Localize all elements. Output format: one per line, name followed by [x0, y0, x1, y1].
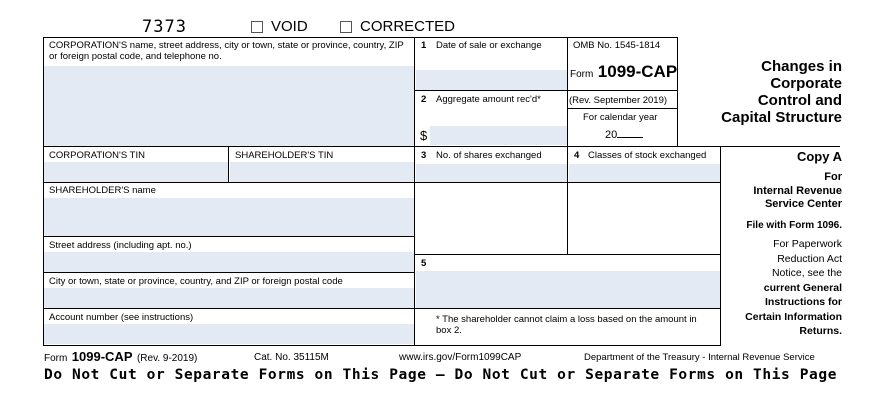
form-id: [570, 62, 677, 82]
corp-tin-label: CORPORATION'S TIN: [49, 150, 145, 161]
box5-number: 5: [421, 258, 427, 269]
account-number-label: Account number (see instructions): [49, 312, 194, 323]
box1-label: Date of sale or exchange: [436, 40, 542, 51]
box3-label: No. of shares exchanged: [436, 150, 542, 161]
stock-classes-field[interactable]: [569, 164, 720, 182]
street-address-field[interactable]: [44, 252, 414, 272]
omb-number: OMB No. 1545-1814: [573, 40, 661, 51]
form-url: www.irs.gov/Form1099CAP: [399, 352, 522, 363]
form-code: 7373: [142, 17, 187, 37]
corp-tin-field[interactable]: [44, 162, 228, 182]
box2-number: 2: [421, 94, 427, 105]
notice-line-1: For Paperwork: [773, 238, 842, 250]
account-number-field[interactable]: [44, 324, 414, 344]
calendar-year: [605, 127, 643, 141]
box4-number: 4: [574, 150, 580, 161]
calendar-year-label: For calendar year: [583, 112, 658, 123]
paperwork-notice: [722, 237, 842, 339]
corp-name-field[interactable]: [44, 66, 414, 146]
catalog-number: Cat. No. 35115M: [254, 352, 329, 363]
title-line-3: Control and: [757, 92, 842, 109]
notice-line-2: Reduction Act: [777, 252, 842, 265]
year-prefix: 20: [605, 129, 618, 141]
file-with-form: File with Form 1096.: [746, 220, 842, 231]
shareholder-name-field[interactable]: [44, 198, 414, 236]
footer-form-prefix: Form: [44, 353, 68, 364]
footer-revision: (Rev. 9-2019): [136, 353, 198, 364]
title-line-2: Corporate: [770, 75, 842, 92]
form-title: [680, 58, 842, 126]
notice-line-6: Certain Information: [745, 310, 842, 323]
corrected-label: CORRECTED: [360, 18, 456, 35]
copy-irs-1: Internal Revenue: [753, 184, 842, 197]
copy-for: For: [824, 171, 842, 183]
box4-label: Classes of stock exchanged: [588, 150, 707, 161]
street-address-label: Street address (including apt. no.): [49, 240, 192, 251]
box1-number: 1: [421, 40, 427, 51]
city-field[interactable]: [44, 288, 414, 308]
notice-line-7: Returns.: [799, 325, 842, 337]
form-name: 1099-CAP: [597, 62, 678, 81]
title-line-4: Capital Structure: [721, 109, 842, 126]
box2-footnote: * The shareholder cannot claim a loss based on the amount in box 2.: [436, 314, 697, 336]
copy-irs-2: Service Center: [764, 198, 842, 210]
form-prefix: Form: [570, 69, 594, 80]
notice-line-4: current General: [763, 281, 842, 294]
aggregate-amount-field[interactable]: [430, 126, 567, 145]
shareholder-name-label: SHAREHOLDER'S name: [49, 185, 156, 196]
notice-line-3: Notice, see the: [771, 267, 842, 279]
corp-name-label: CORPORATION'S name, street address, city or town, state or province, country, ZIP or foreign postal code, and telephone no.: [49, 40, 404, 62]
title-line-1: Changes in: [761, 58, 842, 75]
city-label: City or town, state or province, country, and ZIP or foreign postal code: [49, 276, 343, 287]
date-of-sale-field[interactable]: [416, 70, 567, 90]
department: Department of the Treasury - Internal Revenue Service: [584, 352, 815, 363]
shares-exchanged-field[interactable]: [416, 164, 567, 182]
shareholder-tin-label: SHAREHOLDER'S TIN: [235, 150, 334, 161]
copy-title: Copy A: [796, 149, 842, 164]
revision-date: (Rev. September 2019): [569, 95, 668, 106]
box2-label: Aggregate amount rec'd*: [436, 94, 541, 105]
footer-form-name: 1099-CAP: [71, 349, 133, 364]
void-label: VOID: [271, 18, 308, 35]
footer-form-id: [44, 348, 197, 366]
void-checkbox[interactable]: [251, 21, 263, 33]
box2-dollar-sign: $: [420, 128, 428, 143]
notice-line-5: Instructions for: [764, 296, 842, 308]
corrected-checkbox[interactable]: [340, 21, 352, 33]
copy-recipient: [724, 171, 842, 212]
box3-number: 3: [421, 150, 427, 161]
do-not-cut-notice: Do Not Cut or Separate Forms on This Page — Do Not Cut or Separate Forms on This Page: [44, 367, 838, 383]
box5-field[interactable]: [416, 271, 720, 309]
year-input[interactable]: [617, 127, 643, 138]
shareholder-tin-field[interactable]: [230, 162, 414, 182]
